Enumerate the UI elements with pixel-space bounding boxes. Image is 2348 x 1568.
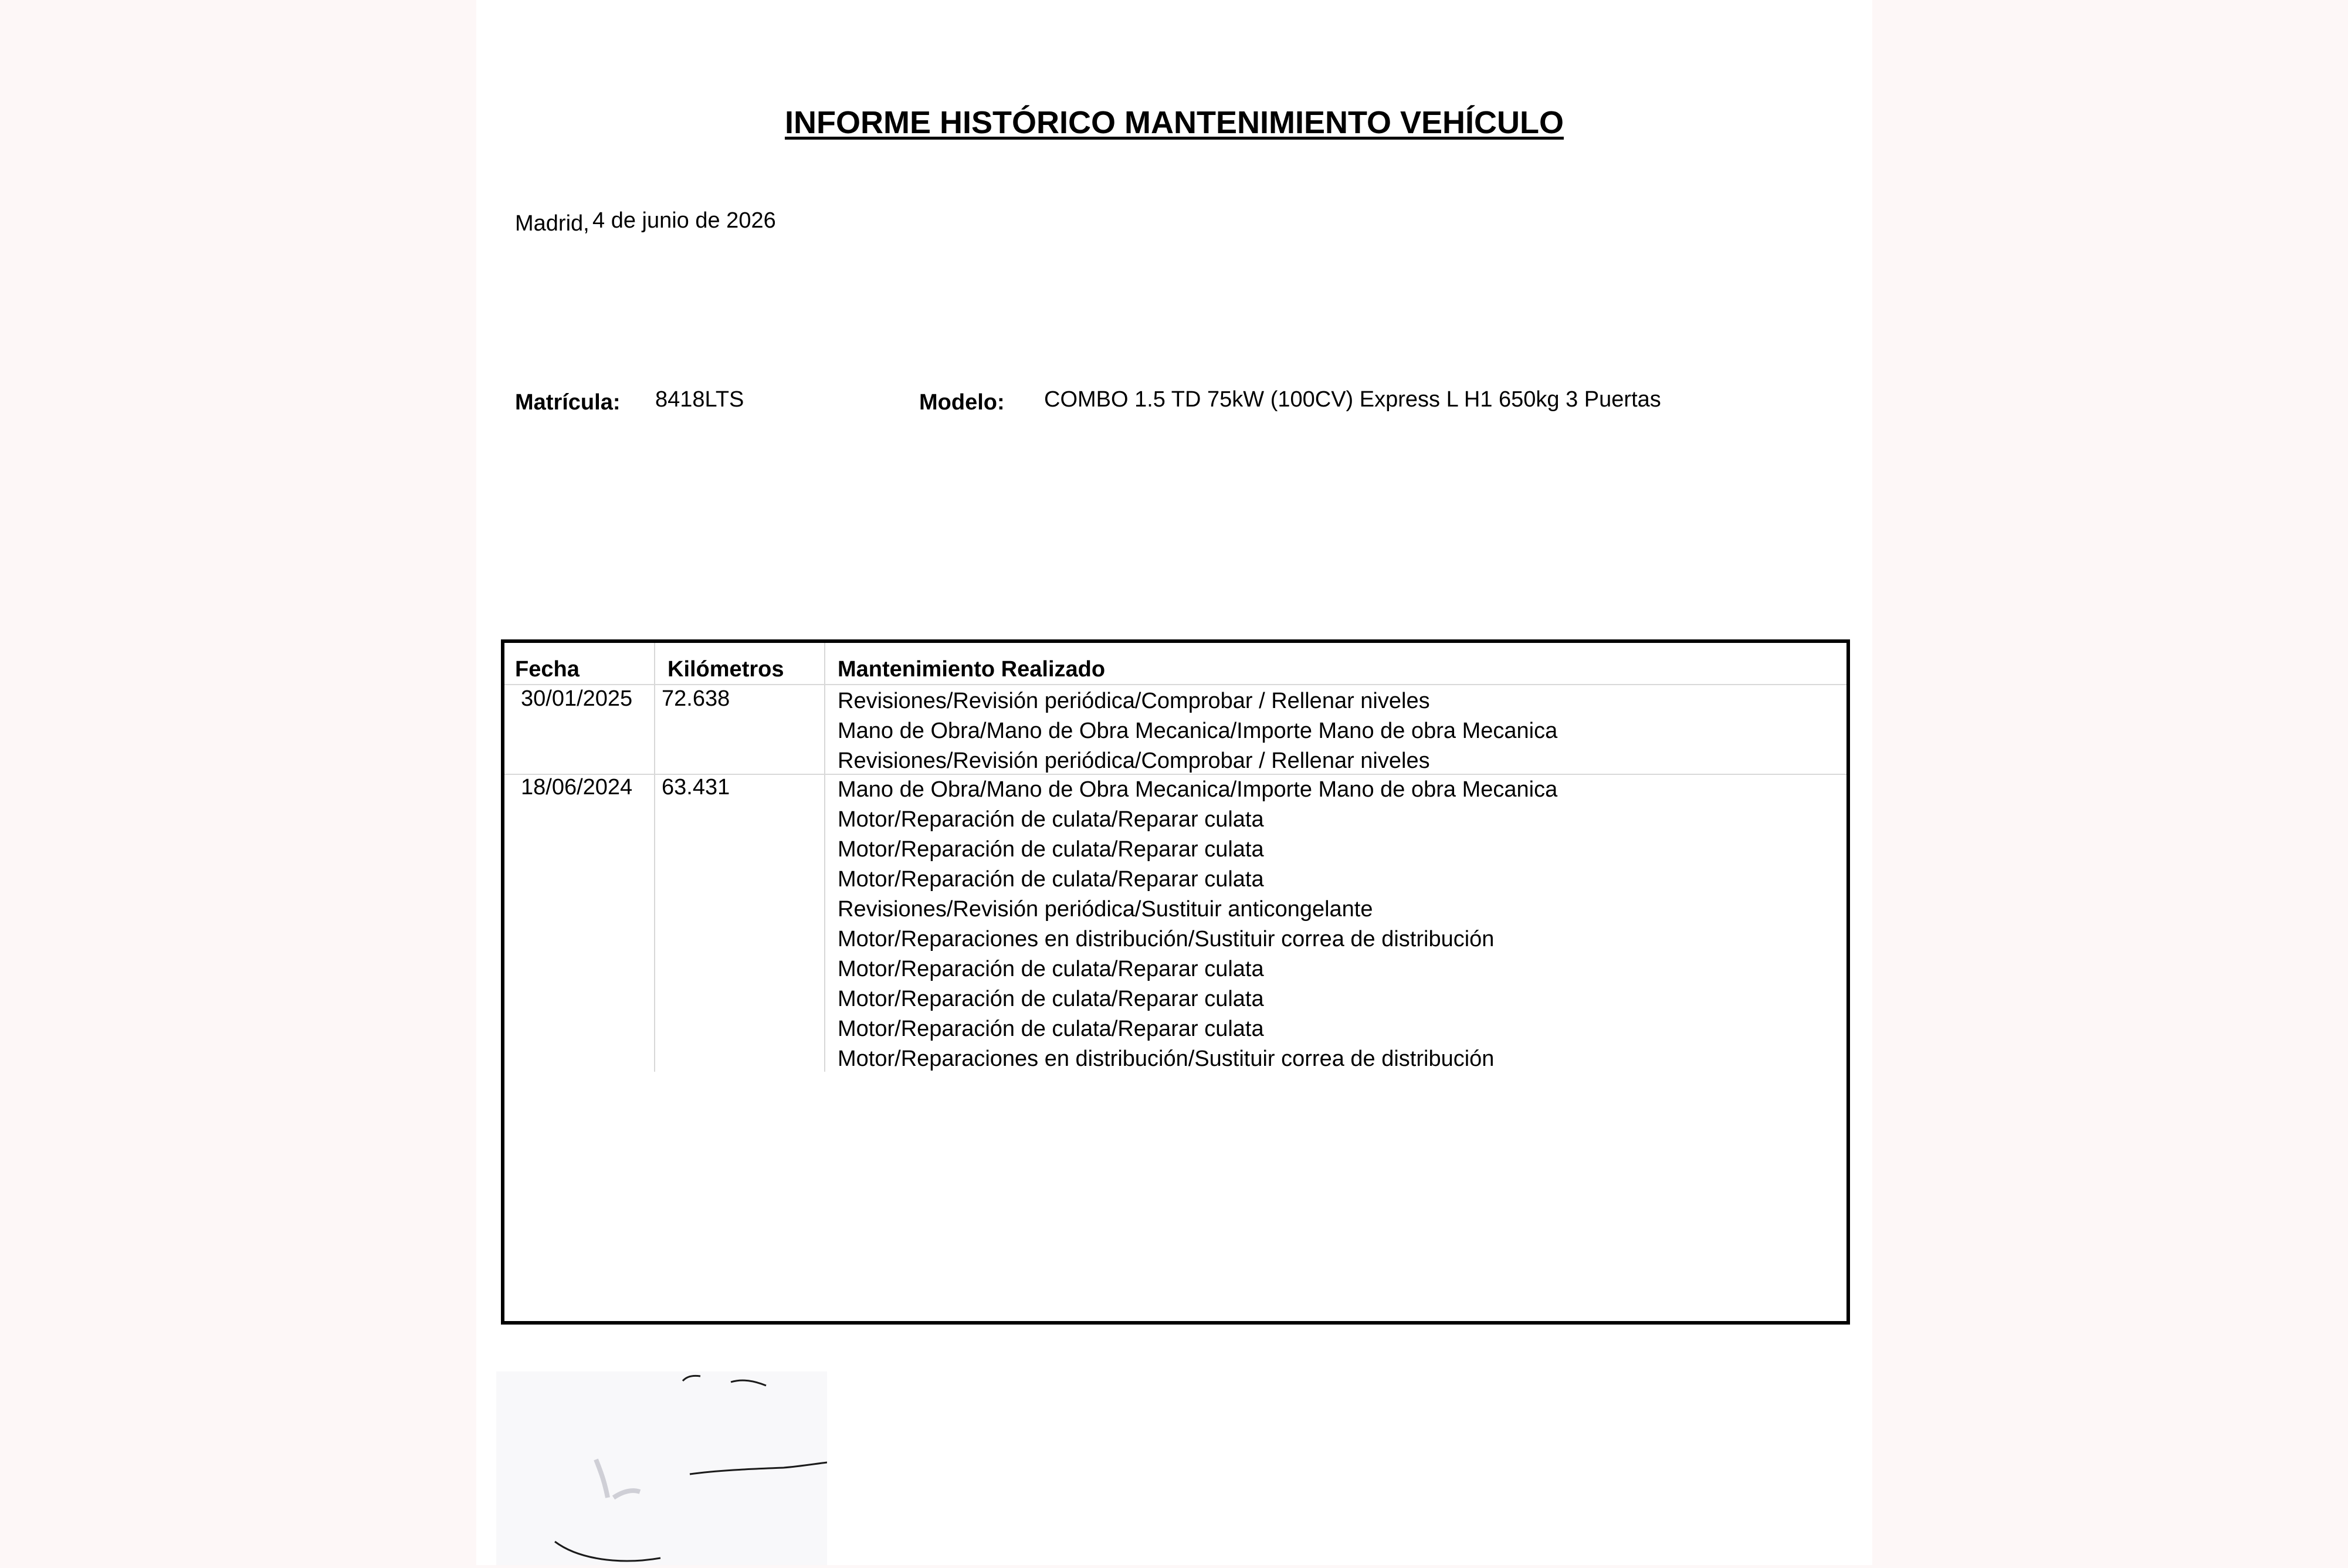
row-date: 18/06/2024 — [521, 775, 633, 800]
maintenance-item: Mano de Obra/Mano de Obra Mecanica/Importe Mano de obra Mecanica — [838, 777, 1558, 802]
signature-stamp — [496, 1371, 827, 1565]
header-kilometros: Kilómetros — [668, 657, 784, 682]
maintenance-item: Motor/Reparaciones en distribución/Sustituir correa de distribución — [838, 927, 1495, 951]
maintenance-item: Motor/Reparación de culata/Reparar culata — [838, 807, 1264, 832]
maintenance-item: Mano de Obra/Mano de Obra Mecanica/Importe Mano de obra Mecanica — [838, 719, 1558, 743]
report-title: INFORME HISTÓRICO MANTENIMIENTO VEHÍCULO — [784, 105, 1564, 140]
column-divider — [824, 643, 825, 1072]
maintenance-item: Motor/Reparación de culata/Reparar culata — [838, 1017, 1264, 1041]
maintenance-table — [501, 639, 1850, 1325]
model-label: Modelo: — [919, 390, 1005, 415]
maintenance-item: Motor/Reparación de culata/Reparar culata — [838, 837, 1264, 862]
plate-value: 8418LTS — [655, 387, 744, 412]
report-date: 4 de junio de 2026 — [592, 208, 776, 233]
maintenance-item: Revisiones/Revisión periódica/Sustituir anticongelante — [838, 897, 1373, 922]
row-km: 72.638 — [662, 686, 730, 711]
column-divider — [654, 643, 655, 1072]
plate-label: Matrícula: — [515, 390, 621, 415]
model-value: COMBO 1.5 TD 75kW (100CV) Express L H1 650kg 3 Puertas — [1044, 387, 1661, 412]
maintenance-item: Revisiones/Revisión periódica/Comprobar / Rellenar niveles — [838, 689, 1430, 713]
row-date: 30/01/2025 — [521, 686, 633, 711]
maintenance-item: Motor/Reparación de culata/Reparar culata — [838, 957, 1264, 981]
place-label: Madrid, — [515, 211, 589, 236]
maintenance-item: Motor/Reparación de culata/Reparar culata — [838, 867, 1264, 892]
header-fecha: Fecha — [515, 657, 580, 682]
maintenance-item: Motor/Reparaciones en distribución/Sustituir correa de distribución — [838, 1047, 1495, 1071]
document-page — [476, 0, 1872, 1565]
signature-icon — [496, 1371, 827, 1565]
row-km: 63.431 — [662, 775, 730, 800]
maintenance-item: Revisiones/Revisión periódica/Comprobar / Rellenar niveles — [838, 749, 1430, 773]
maintenance-item: Motor/Reparación de culata/Reparar culata — [838, 987, 1264, 1011]
header-mantenimiento: Mantenimiento Realizado — [838, 657, 1106, 682]
